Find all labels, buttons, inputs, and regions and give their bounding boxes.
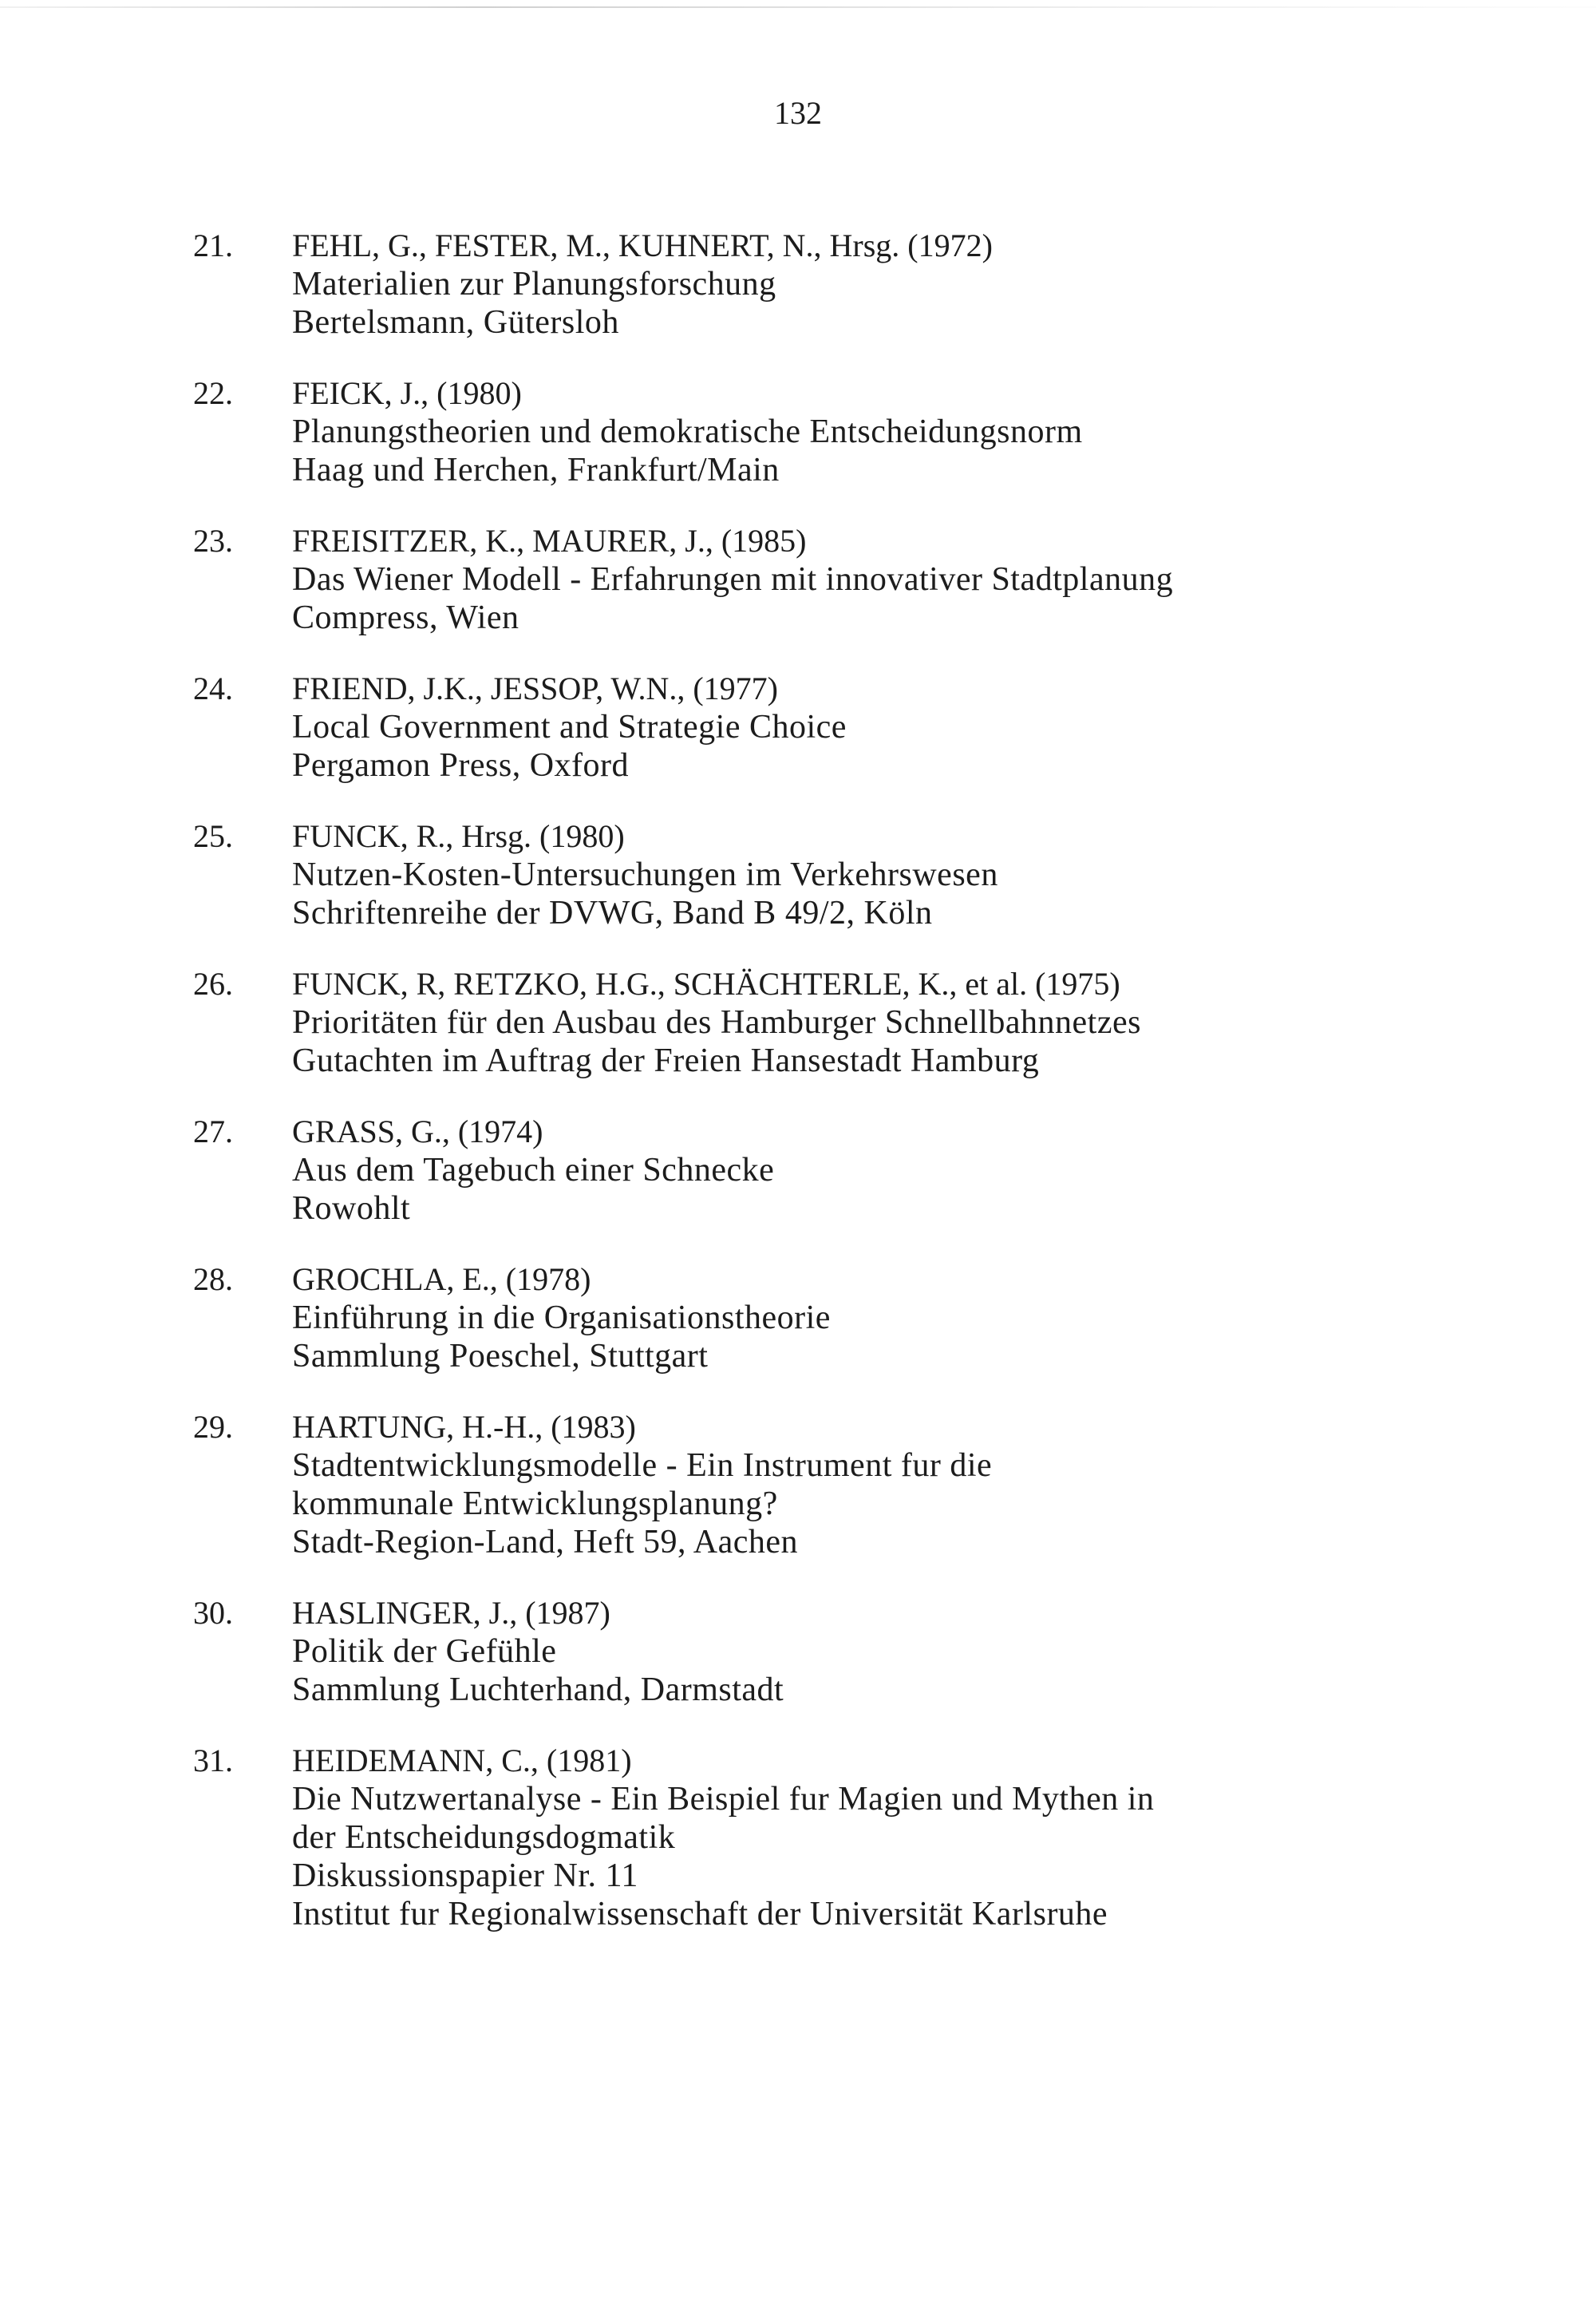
entry-body: [292, 522, 1550, 637]
entry-number: 26.: [193, 966, 233, 1002]
entry-author: FUNCK, R., Hrsg. (1980): [292, 818, 625, 854]
entry-author: FUNCK, R, RETZKO, H.G., SCHÄCHTERLE, K., et al. (1975): [292, 966, 1120, 1002]
entry-title: Die Nutzwertanalyse - Ein Beispiel fur Magien und Mythen in: [292, 1781, 1155, 1818]
entry-body: [292, 227, 1550, 342]
entry-author: GRASS, G., (1974): [292, 1114, 543, 1149]
entry-title: Einführung in die Organisationstheorie: [292, 1299, 831, 1336]
entry-publisher: Bertelsmann, Gütersloh: [292, 304, 619, 341]
entry-title: Aus dem Tagebuch einer Schnecke: [292, 1152, 775, 1189]
entry-publisher: Haag und Herchen, Frankfurt/Main: [292, 452, 780, 489]
entry-number: 29.: [193, 1409, 233, 1445]
entry-number: 21.: [193, 227, 233, 263]
entry-publisher: Schriftenreihe der DVWG, Band B 49/2, Köln: [292, 895, 933, 932]
entry-series: Diskussionspapier Nr. 11: [292, 1857, 638, 1894]
entry-body: [292, 374, 1550, 489]
entry-title: Prioritäten für den Ausbau des Hamburger Schnellbahnnetzes: [292, 1004, 1141, 1041]
entry-publisher: Sammlung Poeschel, Stuttgart: [292, 1338, 709, 1375]
entry-publisher: Pergamon Press, Oxford: [292, 747, 630, 784]
bibliography-entry-24: [193, 670, 1550, 785]
entry-body: [292, 1742, 1550, 1933]
entry-title: Politik der Gefühle: [292, 1633, 557, 1670]
entry-publisher: Compress, Wien: [292, 599, 519, 636]
entry-body: [292, 670, 1550, 785]
bibliography-entry-27: [193, 1113, 1550, 1228]
entry-title: Materialien zur Planungsforschung: [292, 266, 776, 303]
entry-title-continued: kommunale Entwicklungsplanung?: [292, 1485, 778, 1522]
bibliography-entry-29: [193, 1408, 1550, 1561]
entry-publisher: Institut fur Regionalwissenschaft der Universität Karlsruhe: [292, 1896, 1108, 1932]
entry-author: FEHL, G., FESTER, M., KUHNERT, N., Hrsg. (1972): [292, 227, 993, 263]
entry-author: GROCHLA, E., (1978): [292, 1261, 591, 1297]
bibliography-entry-25: [193, 817, 1550, 932]
bibliography-list: [193, 227, 1550, 1933]
entry-title: Das Wiener Modell - Erfahrungen mit innovativer Stadtplanung: [292, 561, 1174, 598]
entry-number: 27.: [193, 1114, 233, 1149]
entry-author: FREISITZER, K., MAURER, J., (1985): [292, 523, 807, 559]
bibliography-entry-30: [193, 1594, 1550, 1709]
entry-number: 23.: [193, 523, 233, 559]
entry-body: [292, 1113, 1550, 1228]
entry-body: [292, 1408, 1550, 1561]
entry-author: FRIEND, J.K., JESSOP, W.N., (1977): [292, 670, 778, 706]
entry-publisher: Rowohlt: [292, 1190, 411, 1227]
entry-number: 31.: [193, 1742, 233, 1778]
bibliography-entry-31: [193, 1742, 1550, 1933]
entry-title: Stadtentwicklungsmodelle - Ein Instrument fur die: [292, 1447, 993, 1484]
bibliography-entry-21: [193, 227, 1550, 342]
entry-title-continued: der Entscheidungsdogmatik: [292, 1819, 676, 1856]
entry-number: 24.: [193, 670, 233, 706]
entry-author: FEICK, J., (1980): [292, 375, 522, 411]
bibliography-entry-26: [193, 965, 1550, 1080]
entry-title: Local Government and Strategie Choice: [292, 709, 847, 746]
entry-body: [292, 1594, 1550, 1709]
entry-number: 28.: [193, 1261, 233, 1297]
entry-body: [292, 1260, 1550, 1375]
bibliography-entry-28: [193, 1260, 1550, 1375]
entry-number: 30.: [193, 1595, 233, 1631]
entry-author: HEIDEMANN, C., (1981): [292, 1742, 632, 1778]
entry-publisher: Sammlung Luchterhand, Darmstadt: [292, 1671, 784, 1708]
bibliography-entry-22: [193, 374, 1550, 489]
entry-body: [292, 965, 1550, 1080]
entry-number: 25.: [193, 818, 233, 854]
entry-title: Nutzen-Kosten-Untersuchungen im Verkehrswesen: [292, 856, 998, 893]
entry-body: [292, 817, 1550, 932]
entry-title: Planungstheorien und demokratische Entscheidungsnorm: [292, 413, 1083, 450]
entry-publisher: Stadt-Region-Land, Heft 59, Aachen: [292, 1524, 798, 1561]
bibliography-entry-23: [193, 522, 1550, 637]
entry-author: HASLINGER, J., (1987): [292, 1595, 610, 1631]
page-number: 132: [774, 95, 822, 131]
entry-publisher: Gutachten im Auftrag der Freien Hansestadt Hamburg: [292, 1042, 1040, 1079]
entry-number: 22.: [193, 375, 233, 411]
scan-edge-line: [0, 6, 1596, 8]
entry-author: HARTUNG, H.-H., (1983): [292, 1409, 636, 1445]
